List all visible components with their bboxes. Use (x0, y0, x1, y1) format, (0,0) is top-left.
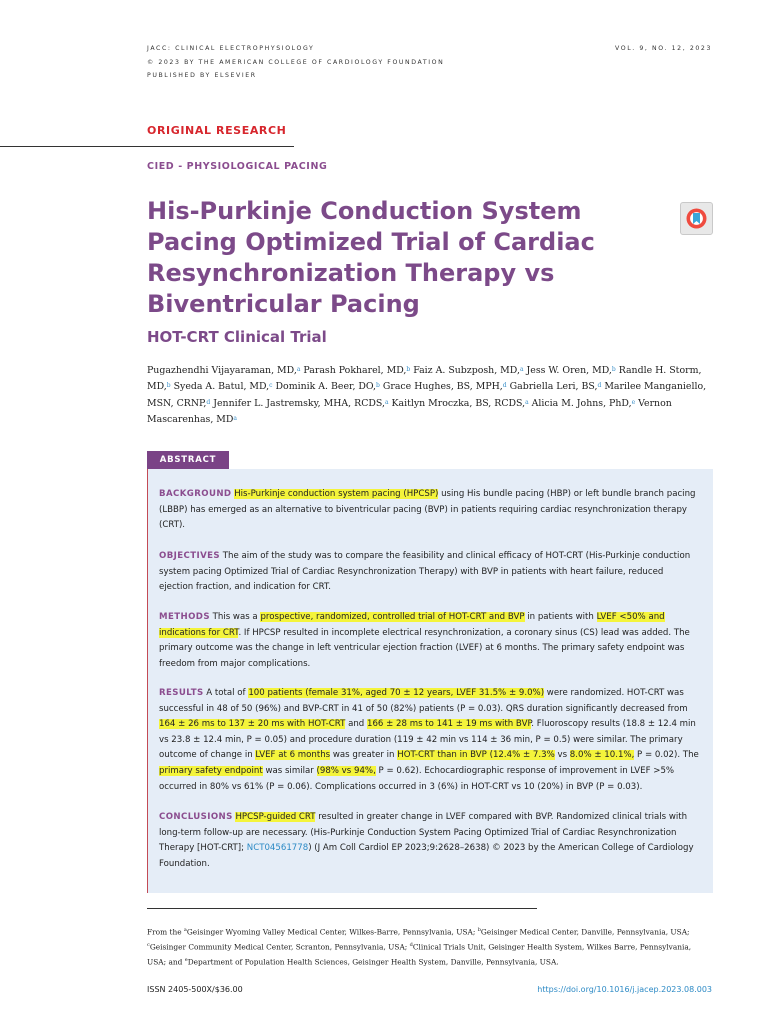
affiliation-marker[interactable]: a (233, 414, 237, 422)
results-label: RESULTS (159, 688, 204, 698)
author-name: Faiz A. Subzposh, MD, (413, 365, 520, 376)
issn: ISSN 2405-500X/$36.00 (147, 985, 243, 994)
doi-link[interactable]: https://doi.org/10.1016/j.jacep.2023.08.003 (537, 985, 712, 994)
affiliation-marker[interactable]: a (519, 366, 524, 373)
affiliation-text: Clinical Trials Unit, Geisinger Health System, Wilkes Barre, Pennsylvania, USA; and (147, 942, 692, 967)
affiliation-letter: b (477, 927, 481, 933)
publisher-line: PUBLISHED BY ELSEVIER (147, 72, 257, 79)
highlight: 166 ± 28 ms to 141 ± 19 ms with BVP (366, 719, 532, 730)
affiliation-marker[interactable]: d (597, 382, 602, 390)
article-category: CIED - PHYSIOLOGICAL PACING (147, 161, 328, 172)
author-name: Kaitlyn Mroczka, BS, RCDS, (391, 397, 526, 409)
methods-label: METHODS (159, 612, 210, 622)
objectives-label: OBJECTIVES (159, 551, 221, 561)
affiliation-marker[interactable]: c (269, 382, 273, 390)
author-list (147, 363, 715, 428)
volume-info: VOL. 9, NO. 12, 2023 (615, 45, 712, 52)
affiliation-text: Geisinger Medical Center, Danville, Pennsylvania, USA; (480, 927, 690, 937)
bookmark-icon (681, 203, 712, 234)
abstract-objectives: OBJECTIVES The aim of the study was to compare the feasibility and clinical efficacy of HOT-CRT (His-Purkinje conduction system pacing Optimized Trial of Cardiac Resynchronization Therapy) with BVP in patients with heart failure, reduced ejection fraction, and indication for CRT. (159, 551, 691, 593)
highlight: prospective, randomized, controlled trial of HOT-CRT and BVP (260, 612, 525, 622)
abstract-conclusions: CONCLUSIONS HPCSP-guided CRT resulted in greater change in LVEF compared with BVP. Randomized clinical trials with long-term follow-up are necessary. (His-Purkinje Conduction System Pacing Optimized Trial of Cardiac Resynchronization Therapy [HOT-CRT]; NCT04561778) (J Am Coll Cardiol EP 2023;9:2628–2638) © 2023 by the American College of Cardiology Foundation. (159, 812, 694, 869)
highlight: HOT-CRT than in BVP (12.4% ± 7.3% (397, 750, 555, 761)
affiliation-text: Geisinger Community Medical Center, Scranton, Pennsylvania, USA; (149, 942, 410, 952)
background-label: BACKGROUND (159, 489, 232, 499)
author-name: Jess W. Oren, MD, (526, 365, 612, 376)
author-name: Randle H. Storm, MD, (147, 365, 702, 393)
highlight: HPCSP-guided CRT (235, 812, 316, 822)
affiliation-marker[interactable]: b (376, 382, 380, 390)
article-subtitle: HOT-CRT Clinical Trial (147, 328, 327, 346)
highlight: (98% vs 94%, (316, 765, 376, 776)
author-name: Vernon Mascarenhas, MD (147, 397, 672, 425)
author-name: Syeda A. Batul, MD, (173, 381, 270, 393)
highlight: LVEF <50% and indications for CRT (159, 612, 665, 638)
check-for-updates-button[interactable] (680, 202, 713, 235)
author-name: Gabriella Leri, BS, (509, 381, 598, 393)
highlight: 164 ± 26 ms to 137 ± 20 ms with HOT-CRT (159, 719, 346, 730)
affiliation-letter: a (183, 927, 187, 933)
conclusions-label: CONCLUSIONS (159, 812, 233, 822)
affiliation-marker[interactable]: d (206, 398, 211, 406)
affiliation-marker[interactable]: b (406, 366, 411, 373)
highlight: primary safety endpoint (159, 765, 263, 776)
abstract-results: RESULTS A total of 100 patients (female 31%, aged 70 ± 12 years, LVEF 31.5% ± 9.0%) were randomized. HOT-CRT was successful in 48 of 50 (96%) and BVP-CRT in 41 of 50 (82%) patients (P = 0.03). QRS duration significantly decreased from 164 ± 26 ms to 137 ± 20 ms with HOT-CRT and 166 ± 28 ms to 141 ± 19 ms with BVP. Fluoroscopy results (18.8 ± 12.4 min vs 23.8 ± 12.4 min, P = 0.05) and procedure duration (119 ± 42 min vs 114 ± 36 min, P = 0.5) were similar. The primary outcome of change in LVEF at 6 months was greater in HOT-CRT than in BVP (12.4% ± 7.3% vs 8.0% ± 10.1%, P = 0.02). The primary safety endpoint was similar (98% vs 94%, P = 0.62). Echocardiographic response of improvement in LVEF >5% occurred in 80% vs 61% (P = 0.06). Complications occurred in 3 (6%) in HOT-CRT vs 10 (20%) in BVP (P = 0.03). (159, 688, 699, 792)
affiliation-text: Geisinger Wyoming Valley Medical Center, Wilkes-Barre, Pennsylvania, USA; (186, 927, 478, 937)
author-name: Marilee Manganiello, MSN, CRNP, (147, 381, 707, 409)
affiliation-marker[interactable]: b (166, 382, 171, 390)
affiliation-letter: d (409, 942, 413, 949)
article-type: ORIGINAL RESEARCH (147, 124, 287, 137)
author-name: Pugazhendhi Vijayaraman, MD, (147, 365, 297, 376)
highlight: 8.0% ± 10.1%, (569, 750, 635, 761)
affiliation-text: Department of Population Health Sciences, Geisinger Health System, Danville, Pennsylvania, USA. (187, 957, 559, 967)
affiliation-marker[interactable]: e (631, 398, 636, 406)
trial-registration-link[interactable]: NCT04561778 (246, 843, 309, 854)
affiliation-marker[interactable]: a (384, 398, 389, 406)
author-name: Dominik A. Beer, DO, (275, 381, 377, 393)
journal-name: JACC: CLINICAL ELECTROPHYSIOLOGY (147, 45, 315, 52)
affiliation-marker[interactable]: a (296, 366, 301, 373)
footnote-divider (147, 908, 537, 909)
author-name: Grace Hughes, BS, MPH, (382, 381, 503, 393)
author-name: Alicia M. Johns, PhD, (531, 397, 632, 409)
highlight: His-Purkinje conduction system pacing (HPCSP) (234, 489, 439, 499)
author-name: Parash Pokharel, MD, (303, 365, 407, 376)
section-divider (0, 146, 294, 147)
affiliation-marker[interactable]: d (502, 382, 507, 390)
affiliation-marker[interactable]: b (611, 366, 616, 373)
highlight: LVEF at 6 months (255, 750, 331, 761)
affiliations: From the $^a$Geisinger Wyoming Valley Medical Center, Wilkes-Barre, Pennsylvania, USA; $^b$Geisinger Medical Center, Danville, Pennsylvania, USA; $^c$Geisinger Community Medical Center, Scranton, Pennsylvania, USA; $^d$Clinical Trials Unit, Geisinger Health System, Wilkes Barre, Pennsylvania, USA; and $^e$Department of Population Health Sciences, Geisinger Health System, Danville, Pennsylvania, USA. (147, 927, 692, 967)
article-title: His-Purkinje Conduction System Pacing Optimized Trial of Cardiac Resynchronization Therapy vs Biventricular Pacing (147, 197, 595, 318)
author-name: Jennifer L. Jastremsky, MHA, RCDS, (213, 397, 385, 409)
affiliation-letter: e (184, 957, 188, 964)
affiliation-marker[interactable]: a (525, 398, 529, 406)
abstract-tab: ABSTRACT (147, 451, 229, 469)
copyright-line: © 2023 BY THE AMERICAN COLLEGE OF CARDIOLOGY FOUNDATION (147, 59, 445, 66)
highlight: 100 patients (female 31%, aged 70 ± 12 years, LVEF 31.5% ± 9.0%) (248, 688, 545, 698)
affiliation-letter: c (147, 942, 150, 949)
abstract-methods: METHODS This was a prospective, randomized, controlled trial of HOT-CRT and BVP in patients with LVEF <50% and indications for CRT. If HPCSP resulted in incomplete electrical resynchronization, a coronary sinus (CS) lead was added. The primary outcome was the change in left ventricular ejection fraction (LVEF) at 6 months. The primary safety endpoint was freedom from major complications. (159, 612, 690, 669)
abstract-background: BACKGROUND His-Purkinje conduction system pacing (HPCSP) using His bundle pacing (HBP) or left bundle branch pacing (LBBP) has emerged as an alternative to biventricular pacing (BVP) in patients requiring cardiac resynchronization therapy (CRT). (159, 489, 696, 531)
